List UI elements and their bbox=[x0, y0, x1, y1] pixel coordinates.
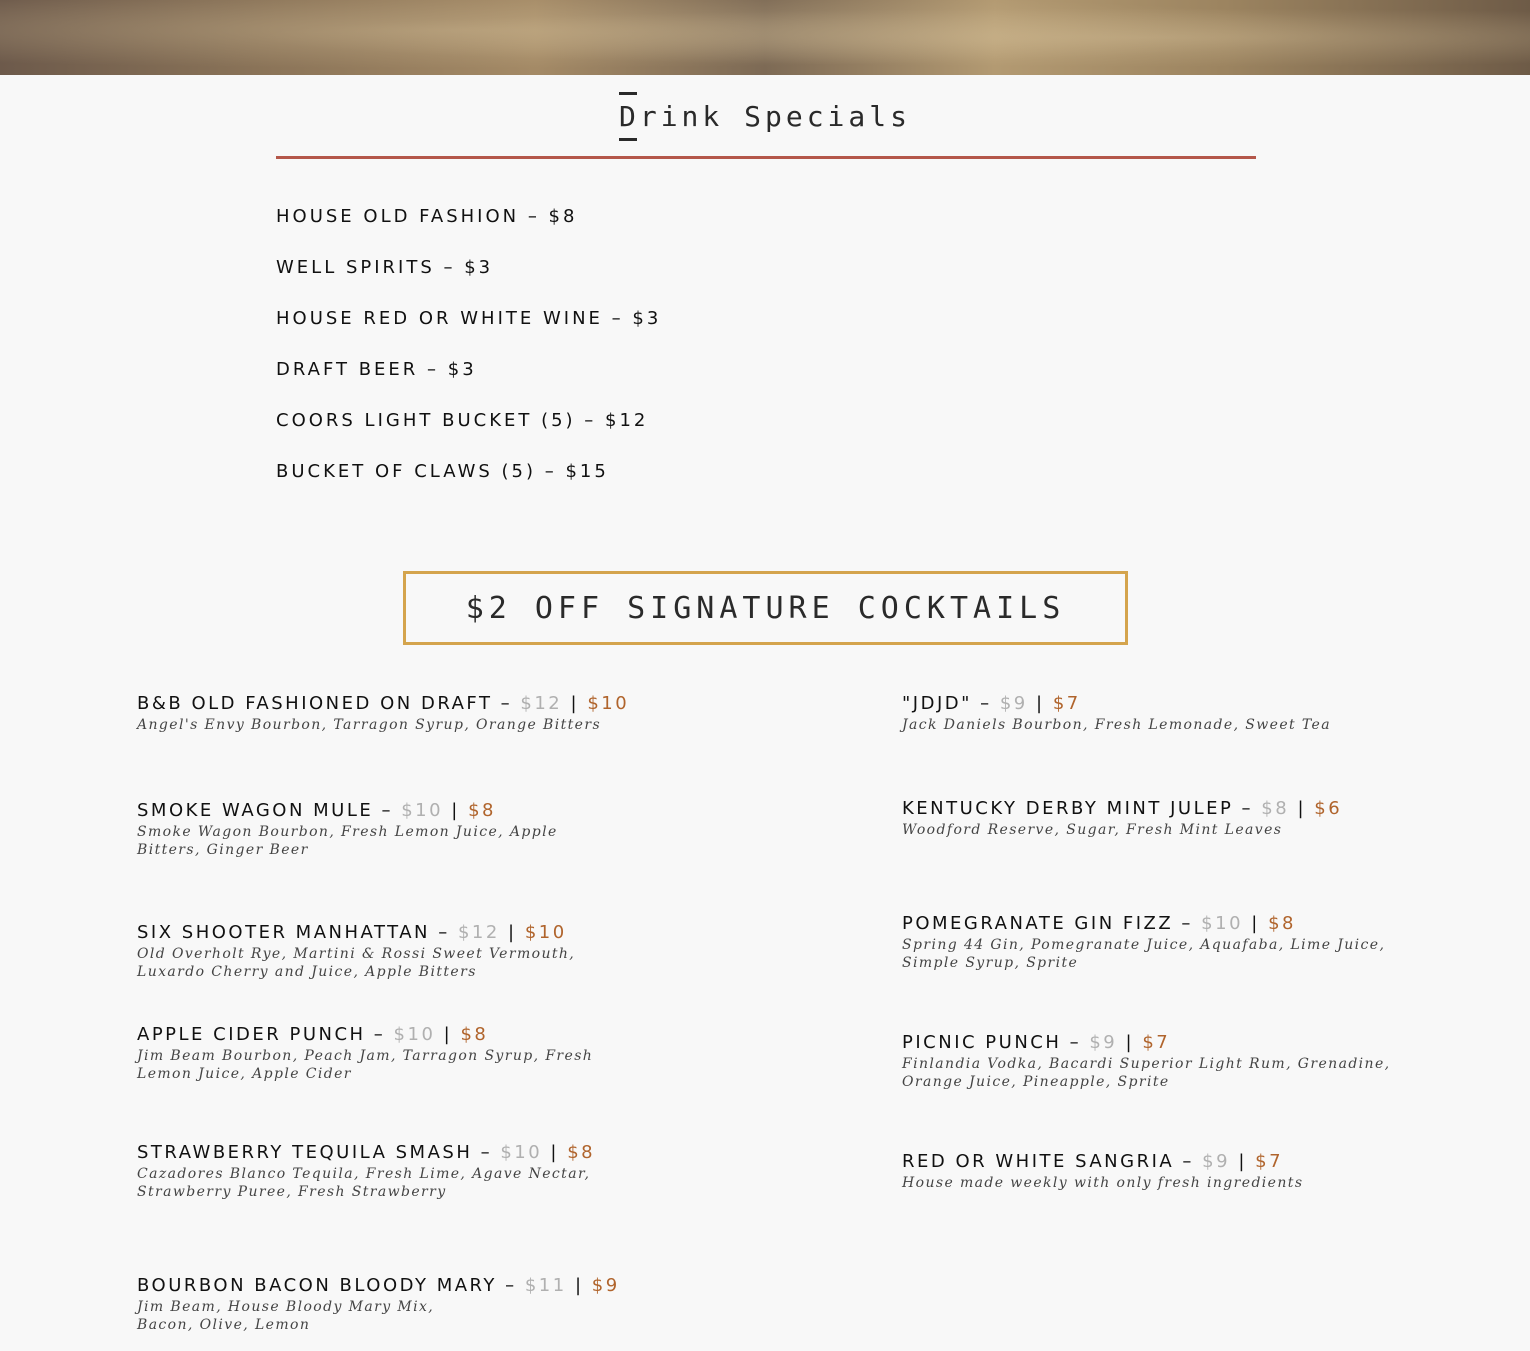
cocktail-banner bbox=[403, 571, 1128, 645]
cocktail-price: $7 bbox=[1255, 1151, 1284, 1172]
cocktail-name: SMOKE WAGON MULE – bbox=[137, 800, 393, 821]
cocktail-old-price: $12 bbox=[457, 922, 500, 943]
cocktail-old-price: $8 bbox=[1261, 798, 1290, 819]
cocktail-item bbox=[137, 1275, 620, 1334]
cocktail-item bbox=[902, 913, 1392, 972]
cocktail-name: PICNIC PUNCH – bbox=[902, 1032, 1082, 1053]
cocktail-price: $7 bbox=[1142, 1032, 1171, 1053]
cocktail-price: $9 bbox=[591, 1275, 620, 1296]
cocktail-old-price: $10 bbox=[500, 1142, 543, 1163]
cocktail-title-line bbox=[902, 913, 1392, 935]
cocktail-old-price: $9 bbox=[1202, 1151, 1231, 1172]
cocktail-item bbox=[902, 693, 1392, 734]
cocktail-price: $8 bbox=[468, 800, 497, 821]
cocktail-description: Jim Beam, House Bloody Mary Mix, Bacon, Olive, Lemon bbox=[137, 1299, 435, 1333]
price-separator: | bbox=[443, 1024, 453, 1045]
cocktail-description: Jim Beam Bourbon, Peach Jam, Tarragon Syrup, Fresh Lemon Juice, Apple Cider bbox=[137, 1048, 594, 1082]
cocktail-description: Spring 44 Gin, Pomegranate Juice, Aquafaba, Lime Juice, Simple Syrup, Sprite bbox=[902, 937, 1386, 971]
cocktail-description: Cazadores Blanco Tequila, Fresh Lime, Agave Nectar, Strawberry Puree, Fresh Strawberry bbox=[137, 1166, 591, 1200]
price-separator: | bbox=[1238, 1151, 1247, 1172]
cocktail-name: STRAWBERRY TEQUILA SMASH – bbox=[137, 1142, 493, 1163]
special-item: WELL SPIRITS – $3 bbox=[276, 257, 494, 278]
cocktail-title-line bbox=[902, 1151, 1392, 1173]
cocktail-name: APPLE CIDER PUNCH – bbox=[137, 1024, 386, 1045]
special-item: HOUSE RED OR WHITE WINE – $3 bbox=[276, 308, 662, 329]
cocktail-item bbox=[137, 1024, 627, 1083]
cocktail-name: RED OR WHITE SANGRIA – bbox=[902, 1151, 1194, 1172]
price-separator: | bbox=[550, 1142, 559, 1163]
cocktail-title-line bbox=[137, 1275, 620, 1297]
special-item: COORS LIGHT BUCKET (5) – $12 bbox=[276, 410, 649, 431]
cocktail-name: "JDJD" – bbox=[902, 693, 992, 714]
hero-image bbox=[0, 0, 1530, 75]
special-item: HOUSE OLD FASHION – $8 bbox=[276, 206, 578, 227]
cocktail-title-line bbox=[137, 1142, 627, 1164]
cocktail-name: B&B OLD FASHIONED ON DRAFT – bbox=[137, 693, 513, 714]
cocktail-price: $7 bbox=[1052, 693, 1081, 714]
cocktail-item bbox=[902, 1151, 1392, 1192]
cocktail-description: Angel's Envy Bourbon, Tarragon Syrup, Orange Bitters bbox=[137, 717, 602, 733]
cocktail-old-price: $11 bbox=[524, 1275, 567, 1296]
cocktail-price: $10 bbox=[587, 693, 630, 714]
cocktail-item bbox=[902, 1032, 1392, 1091]
cocktail-price: $8 bbox=[567, 1142, 596, 1163]
price-separator: | bbox=[451, 800, 460, 821]
cocktail-description: Woodford Reserve, Sugar, Fresh Mint Leaves bbox=[902, 822, 1283, 838]
cocktail-title-line bbox=[902, 693, 1392, 715]
price-separator: | bbox=[570, 693, 580, 714]
cocktail-old-price: $10 bbox=[1201, 913, 1244, 934]
special-item: BUCKET OF CLAWS (5) – $15 bbox=[276, 461, 609, 482]
cocktail-old-price: $9 bbox=[999, 693, 1028, 714]
page-title: Drink Specials bbox=[619, 92, 911, 141]
price-separator: | bbox=[574, 1275, 584, 1296]
cocktail-item bbox=[137, 693, 630, 734]
cocktail-item bbox=[137, 922, 627, 981]
cocktail-price: $8 bbox=[460, 1024, 489, 1045]
cocktail-name: SIX SHOOTER MANHATTAN – bbox=[137, 922, 450, 943]
cocktail-title-line bbox=[137, 922, 627, 944]
price-separator: | bbox=[1251, 913, 1260, 934]
cocktail-old-price: $12 bbox=[520, 693, 563, 714]
cocktail-item bbox=[137, 800, 627, 859]
price-separator: | bbox=[1125, 1032, 1135, 1053]
cocktail-title-line bbox=[902, 1032, 1392, 1054]
price-separator: | bbox=[508, 922, 517, 943]
special-item: DRAFT BEER – $3 bbox=[276, 359, 477, 380]
cocktail-item bbox=[137, 1142, 627, 1201]
cocktail-old-price: $10 bbox=[401, 800, 444, 821]
cocktail-title-line bbox=[137, 693, 630, 715]
section-title-wrapper bbox=[0, 92, 1530, 141]
cocktail-description: House made weekly with only fresh ingredients bbox=[902, 1175, 1304, 1191]
cocktail-old-price: $9 bbox=[1089, 1032, 1118, 1053]
price-separator: | bbox=[1036, 693, 1045, 714]
cocktail-item bbox=[902, 798, 1392, 839]
cocktail-title-line bbox=[137, 800, 627, 822]
cocktail-description: Jack Daniels Bourbon, Fresh Lemonade, Sweet Tea bbox=[902, 717, 1331, 733]
specials-list bbox=[276, 205, 661, 511]
cocktail-title-line bbox=[137, 1024, 627, 1046]
cocktail-old-price: $10 bbox=[393, 1024, 436, 1045]
cocktail-title-line bbox=[902, 798, 1392, 820]
banner-text: $2 OFF SIGNATURE COCKTAILS bbox=[465, 590, 1066, 626]
cocktail-price: $8 bbox=[1268, 913, 1296, 934]
cocktail-name: KENTUCKY DERBY MINT JULEP – bbox=[902, 798, 1254, 819]
cocktail-description: Old Overholt Rye, Martini & Rossi Sweet Vermouth, Luxardo Cherry and Juice, Apple Bitters bbox=[137, 946, 576, 980]
cocktail-name: POMEGRANATE GIN FIZZ – bbox=[902, 913, 1193, 934]
cocktail-description: Smoke Wagon Bourbon, Fresh Lemon Juice, Apple Bitters, Ginger Beer bbox=[137, 824, 558, 858]
cocktail-name: BOURBON BACON BLOODY MARY – bbox=[137, 1275, 517, 1296]
price-separator: | bbox=[1297, 798, 1307, 819]
cocktail-price: $10 bbox=[524, 922, 567, 943]
cocktail-description: Finlandia Vodka, Bacardi Superior Light Rum, Grenadine, Orange Juice, Pineapple, Sprite bbox=[902, 1056, 1391, 1090]
cocktail-price: $6 bbox=[1314, 798, 1343, 819]
title-divider bbox=[276, 156, 1256, 159]
